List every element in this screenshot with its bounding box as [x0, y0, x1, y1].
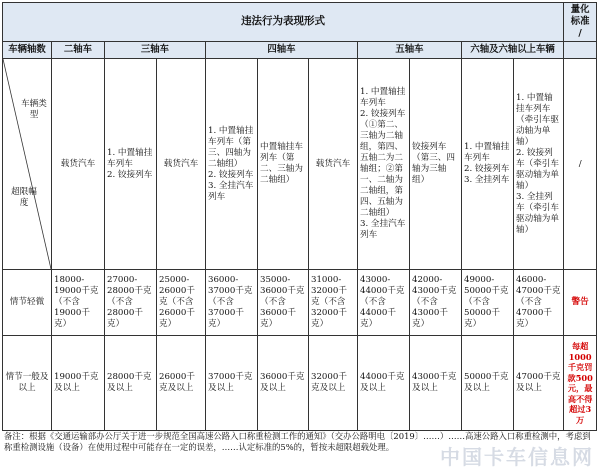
minor-four-axle-c: 31000-32000千克（不含32000千克）	[309, 270, 358, 336]
six-axle-header: 六轴及六轴以上车辆	[462, 42, 564, 59]
diagonal-header-cell	[3, 59, 52, 270]
general-three-axle-a: 28000千克及以上	[105, 336, 157, 431]
general-penalty: 每超1000千克罚款500元，最高不得超过3万	[564, 336, 597, 431]
minor-three-axle-b: 25000-26000千克（不含26000千克）	[157, 270, 206, 336]
quant-standard-header	[564, 3, 597, 42]
general-six-axle-a: 50000千克及以上	[462, 336, 514, 431]
general-four-axle-a: 37000千克及以上	[206, 336, 258, 431]
minor-four-axle-a: 36000-37000千克（不含37000千克）	[206, 270, 258, 336]
quant-blank-header	[564, 42, 597, 59]
general-row-label: 情节一般及以上	[3, 336, 52, 431]
general-two-axle: 19000千克及以上	[52, 336, 105, 431]
minor-six-axle-a: 49000-50000千克（不含50000千克）	[462, 270, 514, 336]
minor-three-axle-a: 27000-28000千克（不含28000千克）	[105, 270, 157, 336]
general-five-axle-a: 44000千克及以上	[358, 336, 410, 431]
table-title: 违法行为表现形式	[3, 3, 564, 42]
type-two-axle-truck: 载货汽车	[52, 59, 105, 270]
three-axle-header: 三轴车	[105, 42, 206, 59]
type-three-axle-trailer: 1. 中置轴挂车列车 2. 铰接列车	[105, 59, 157, 270]
general-six-axle-b: 47000千克及以上	[514, 336, 564, 431]
general-four-axle-c: 32000千克及以上	[309, 336, 358, 431]
minor-six-axle-b: 46000-47000千克（不含47000千克）	[514, 270, 564, 336]
type-six-axle-trailer-b: 1. 中置轴挂车列车（牵引车驱动轴为单轴） 2. 铰接列车（牵引车驱动轴为单轴） 3. 全挂列车（牵引车驱动轴为单轴）	[514, 59, 564, 270]
five-axle-header: 五轴车	[358, 42, 462, 59]
quant-slash: /	[578, 28, 582, 40]
overload-standards-table	[2, 2, 597, 431]
watermark-logo: 中国卡车信息网	[440, 445, 594, 469]
four-axle-header: 四轴车	[206, 42, 358, 59]
type-five-axle-articulated: 铰接列车（第三、四轴为三轴组）	[410, 59, 462, 270]
type-four-axle-trailer-b: 中置轴挂车列车（第二、三轴为二轴组）	[258, 59, 309, 270]
minor-five-axle-a: 43000-44000千克（不含44000千克）	[358, 270, 410, 336]
minor-row-label: 情节轻微	[3, 270, 52, 336]
vehicle-type-label: 车辆类型	[21, 99, 47, 121]
general-three-axle-b: 26000千克及以上	[157, 336, 206, 431]
minor-four-axle-b: 35000-36000千克（不含36000千克）	[258, 270, 309, 336]
type-six-axle-trailer-a: 1. 中置轴挂车列车 2. 铰接列车 3. 全挂列车	[462, 59, 514, 270]
type-four-axle-truck: 载货汽车	[309, 59, 358, 270]
type-four-axle-trailer-a: 1. 中置轴挂车列车（第三、四轴为二轴组） 2. 铰接列车 3. 全挂汽车列车	[206, 59, 258, 270]
type-five-axle-trailer-a: 1. 中置轴挂车列车 2. 铰接列车（①第二、三轴为二轴组，第四、五轴二为二轴组；②第一、二轴为二轴组，第四、五轴为二轴组） 3. 全挂汽车列车	[358, 59, 410, 270]
diagonal-line	[3, 59, 51, 269]
footnote: 备注：根据《交通运输部办公厅关于进一步规范全国高速公路入口称重检测工作的通知》（交办公路明电〔2019〕……）……高速公路入口称重检测中，考虑到称重检测设施（设备）在使用过程中可能存在一定的误差，……认定标准的5%的，暂按未超限超载处理。	[4, 431, 591, 452]
type-three-axle-truck: 载货汽车	[157, 59, 206, 270]
minor-penalty: 警告	[564, 270, 597, 336]
quant-standard-label: 量化标准	[570, 4, 590, 28]
general-four-axle-b: 36000千克及以上	[258, 336, 309, 431]
minor-five-axle-b: 42000-43000千克（不含43000千克）	[410, 270, 462, 336]
overlimit-label: 超限幅度	[11, 187, 37, 209]
general-five-axle-b: 43000千克及以上	[410, 336, 462, 431]
minor-two-axle: 18000-19000千克（不含19000千克）	[52, 270, 105, 336]
axle-count-header: 车辆轴数	[3, 42, 52, 59]
two-axle-header: 二轴车	[52, 42, 105, 59]
type-quant: /	[564, 59, 597, 270]
